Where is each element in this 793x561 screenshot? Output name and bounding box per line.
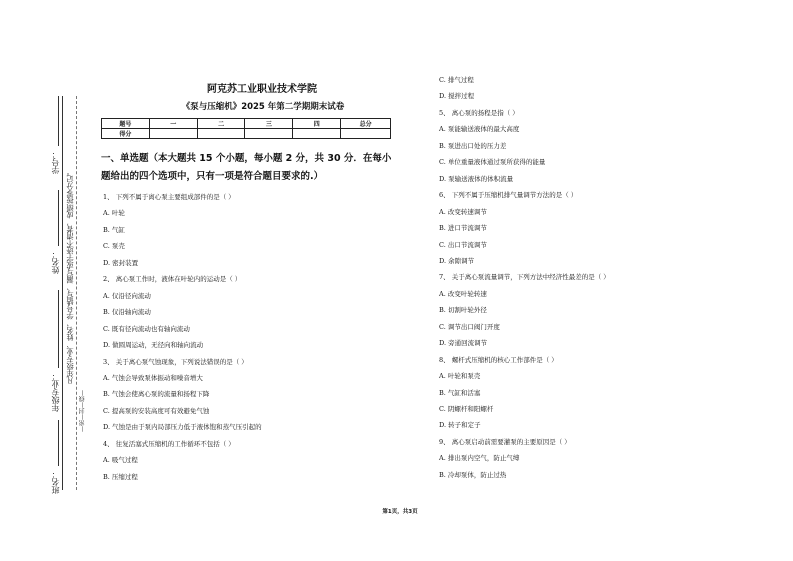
score-header-cell: 四 [293,119,341,129]
section-heading-line: 一、单选题（本大题共 15 个小题，每小题 2 分，共 30 分．在每小 [101,153,392,164]
binding-instruction: 凡年级专业、姓名、学号错写、漏写或字迹不清者，成绩按零分记。 [65,168,74,384]
signature-blank [58,420,59,466]
seal-mark: —密—封—线— [79,390,86,432]
student-id-label: 学号： [51,150,60,174]
answer-option: C. 调节出口阀门开度 [439,322,500,331]
answer-option: A. 排出泵内空气，防止气缚 [439,454,520,463]
answer-option: A. 泵能输送液体的最大高度 [439,125,520,134]
answer-option: D. 搅拌过程 [439,92,475,101]
answer-option: C. 提高泵的安装高度可有效避免气蚀 [103,406,210,415]
score-header-cell: 一 [149,119,197,129]
score-row-label: 得分 [102,129,150,139]
binding-line [62,96,63,490]
answer-option: D. 余隙调节 [439,256,475,265]
question-stem: 8、 螺杆式压缩机的核心工作部件是（ ） [439,355,558,364]
question-stem: 2、 离心泵工作时，液体在叶轮内的运动是（ ） [103,275,242,284]
exam-title: 《泵与压缩机》2025 年第二学期期末试卷 [181,102,345,112]
question-stem: 9、 离心泵启动前需要灌泵的主要原因是（ ） [439,437,571,446]
answer-option: C. 出口节流调节 [439,240,487,249]
class-label: 年级专业： [51,372,60,412]
score-header-row [102,119,391,129]
question-stem: 6、 下列不属于压缩机排气量调节方法的是（ ） [439,191,578,200]
score-row [102,129,391,139]
answer-option: D. 做圆周运动，无径向和轴向流动 [103,341,204,350]
section-heading [101,150,401,186]
answer-option: D. 气蚀是由于泵内局部压力低于液体饱和蒸气压引起的 [103,423,262,432]
answer-option: D. 旁通回流调节 [439,339,488,348]
answer-option: B. 仅沿轴向流动 [103,308,151,317]
section-heading-line: 题给出的四个选项中，只有一项是符合题目要求的.） [101,171,324,182]
answer-option: B. 冷却泵体，防止过热 [439,470,507,479]
answer-option: A. 改变叶轮转速 [439,289,487,298]
answer-option: B. 泵进出口处的压力差 [439,141,507,150]
answer-option: B. 气蚀会使离心泵的流量和扬程下降 [103,390,210,399]
class-blank [58,290,59,368]
answer-option: B. 切割叶轮外径 [439,306,487,315]
answer-option: B. 进口节流调节 [439,224,487,233]
page-footer: 第1页，共3页 [382,509,418,515]
name-blank [58,190,59,246]
answer-option: A. 改变转速调节 [439,207,487,216]
score-header-cell: 二 [197,119,245,129]
score-header-cell: 总分 [341,119,391,129]
answer-option: B. 压缩过程 [103,472,138,481]
question-stem: 4、 往复活塞式压缩机的工作循环不包括（ ） [103,439,235,448]
question-stem: 1、 下列不属于离心泵主要组成部件的是（ ） [103,193,235,201]
answer-option: D. 泵输送液体的体积流量 [439,174,514,183]
seal-line [76,96,77,490]
answer-option: B. 气缸和活塞 [439,388,481,397]
score-cell[interactable] [341,129,391,139]
score-cell[interactable] [293,129,341,139]
signature-label: 班名： [51,470,60,494]
answer-option: A. 吸气过程 [103,456,138,465]
answer-option: C. 泵壳 [103,242,125,251]
score-header-cell: 题号 [102,119,150,129]
answer-option: C. 阴螺杆和阳螺杆 [439,405,494,413]
answer-option: A. 叶轮和泵壳 [439,372,481,381]
score-cell[interactable] [197,129,245,139]
answer-option: A. 仅沿径向流动 [103,291,151,300]
question-stem: 7、 关于离心泵流量调节，下列方法中经济性最差的是（ ） [439,273,610,282]
name-label: 姓名： [51,250,60,274]
score-header-cell: 三 [245,119,293,129]
answer-option: C. 既有径向流动也有轴向流动 [103,324,190,333]
answer-option: C. 排气过程 [439,76,474,84]
school-name: 阿克苏工业职业技术学院 [207,84,317,95]
answer-option: D. 密封装置 [103,258,139,267]
question-stem: 3、 关于离心泵气蚀现象，下列说法错误的是（ ） [103,357,248,366]
answer-option: D. 转子和定子 [439,421,481,430]
answer-option: C. 单位重量液体通过泵所获得的能量 [439,158,546,167]
answer-option: B. 气缸 [103,225,125,234]
question-stem: 5、 离心泵的扬程是指（ ） [439,108,519,117]
score-cell[interactable] [245,129,293,139]
answer-option: A. 叶轮 [103,209,125,218]
score-cell[interactable] [149,129,197,139]
student-id-blank [58,96,59,146]
score-table [101,118,391,139]
answer-option: A. 气蚀会导致泵体振动和噪音增大 [103,373,203,382]
